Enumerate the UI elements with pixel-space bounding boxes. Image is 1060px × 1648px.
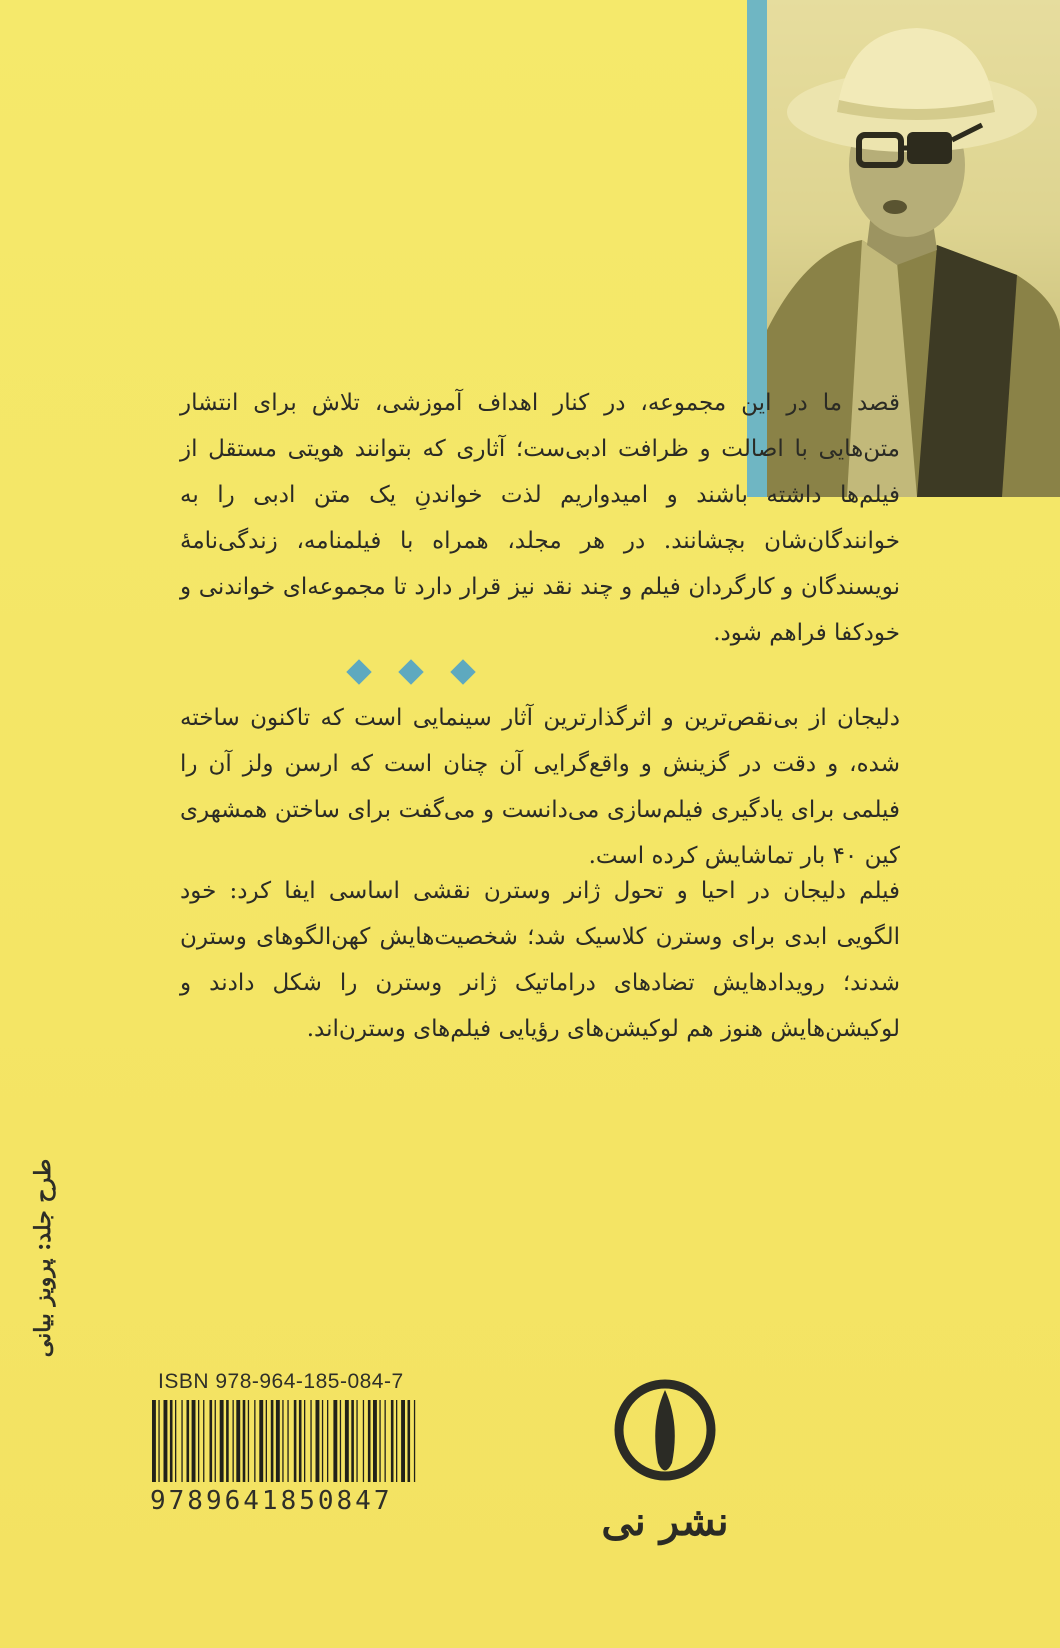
barcode-bar bbox=[226, 1400, 229, 1482]
barcode-bar bbox=[175, 1400, 176, 1482]
barcode-bar bbox=[299, 1400, 302, 1482]
barcode-bar bbox=[316, 1400, 320, 1482]
barcode-bar bbox=[282, 1400, 283, 1482]
barcode-bar bbox=[259, 1400, 263, 1482]
cover-designer-credit bbox=[18, 1158, 68, 1358]
section-divider bbox=[350, 657, 500, 687]
barcode-bar bbox=[391, 1400, 394, 1482]
barcode-bar bbox=[220, 1400, 224, 1482]
barcode-bar bbox=[408, 1400, 411, 1482]
designer-credit-text: طرح جلد: پرویز بیانی bbox=[30, 1158, 56, 1358]
series-intro-paragraph: قصد ما در این مجموعه، در کنار اهداف آموزشی، تلاش برای انتشار متن‌هایی با اصالت و ظرافت ادبی‌ست؛ آثاری که بتوانند هویتی مستقل از فیلم‌ها داشته باشند و امیدواریم لذت خواندنِ یک متن ادبی را به خوانندگان‌شان بچشانند. در هر مجلد، همراه با فیلمنامه، زندگی‌نامهٔ نویسندگان و کارگردان فیلم و چند نقد نیز قرار دارد تا مجموعه‌ای خواندنی و خودکفا فراهم شود. bbox=[180, 390, 900, 646]
barcode-bar bbox=[327, 1400, 328, 1482]
isbn-label: ISBN 978-964-185-084-7 bbox=[158, 1370, 404, 1393]
barcode-bar bbox=[158, 1400, 159, 1482]
barcode-bar bbox=[414, 1400, 415, 1482]
barcode-bar bbox=[236, 1400, 240, 1482]
barcode-bar bbox=[333, 1400, 337, 1482]
barcode-bar bbox=[266, 1400, 267, 1482]
barcode-bar bbox=[170, 1400, 173, 1482]
genre-influence-paragraph: فیلم دلیجان در احیا و تحول ژانر وسترن نقشی اساسی ایفا کرد: خود الگویی ابدی برای وسترن کلاسیک شد؛ شخصیت‌هایش کهن‌الگوهای وسترن شدند؛ رویدادهایش تضادهای دراماتیک ژانر وسترن را شکل دادند و لوکیشن‌هایش هنوز هم لوکیشن‌های رؤیایی فیلم‌های وسترن‌اند. bbox=[180, 878, 900, 1042]
barcode-bar bbox=[385, 1400, 386, 1482]
barcode-bar bbox=[152, 1400, 156, 1482]
barcode-bar bbox=[210, 1400, 213, 1482]
isbn-barcode bbox=[150, 1400, 420, 1482]
barcode-bar bbox=[243, 1400, 246, 1482]
barcode-bar bbox=[310, 1400, 311, 1482]
diamond-ornament bbox=[398, 659, 423, 684]
barcode-bar bbox=[340, 1400, 341, 1482]
barcode-bar bbox=[396, 1400, 397, 1482]
barcode-bar bbox=[203, 1400, 204, 1482]
barcode-bar bbox=[304, 1400, 305, 1482]
barcode-bar bbox=[379, 1400, 380, 1482]
barcode-bar bbox=[215, 1400, 216, 1482]
barcode-bar bbox=[363, 1400, 364, 1482]
barcode-bar bbox=[198, 1400, 199, 1482]
isbn-barcode-digits: 9789641850847 bbox=[150, 1486, 393, 1516]
film-description-paragraph: دلیجان از بی‌نقص‌ترین و اثرگذارترین آثار سینمایی است که تاکنون ساخته شده، و دقت در گزینش و واقع‌گرایی آن چنان است که ارسن ولز آن را فیلمی برای یادگیری فیلم‌سازی می‌دانست و می‌گفت برای ساختن همشهری کین ۴۰ بار تماشایش کرده است. bbox=[180, 705, 900, 869]
barcode-bar bbox=[248, 1400, 249, 1482]
diamond-ornament bbox=[450, 659, 475, 684]
barcode-bar bbox=[254, 1400, 255, 1482]
barcode-bar bbox=[373, 1400, 377, 1482]
barcode-bar bbox=[181, 1400, 182, 1482]
publisher-name: نشر نی bbox=[601, 1498, 729, 1545]
barcode-bar bbox=[345, 1400, 349, 1482]
barcode-bar bbox=[294, 1400, 297, 1482]
diamond-ornament bbox=[346, 659, 371, 684]
barcode-bar bbox=[322, 1400, 323, 1482]
barcode-bar bbox=[164, 1400, 168, 1482]
publisher-logo-icon bbox=[610, 1368, 720, 1498]
barcode-bar bbox=[351, 1400, 354, 1482]
barcode-bar bbox=[187, 1400, 190, 1482]
barcode-bar bbox=[401, 1400, 405, 1482]
barcode-bar bbox=[287, 1400, 288, 1482]
barcode-bar bbox=[356, 1400, 357, 1482]
barcode-bar bbox=[233, 1400, 234, 1482]
barcode-bar bbox=[276, 1400, 280, 1482]
barcode-bar bbox=[192, 1400, 196, 1482]
barcode-bar bbox=[368, 1400, 371, 1482]
barcode-bar bbox=[271, 1400, 274, 1482]
